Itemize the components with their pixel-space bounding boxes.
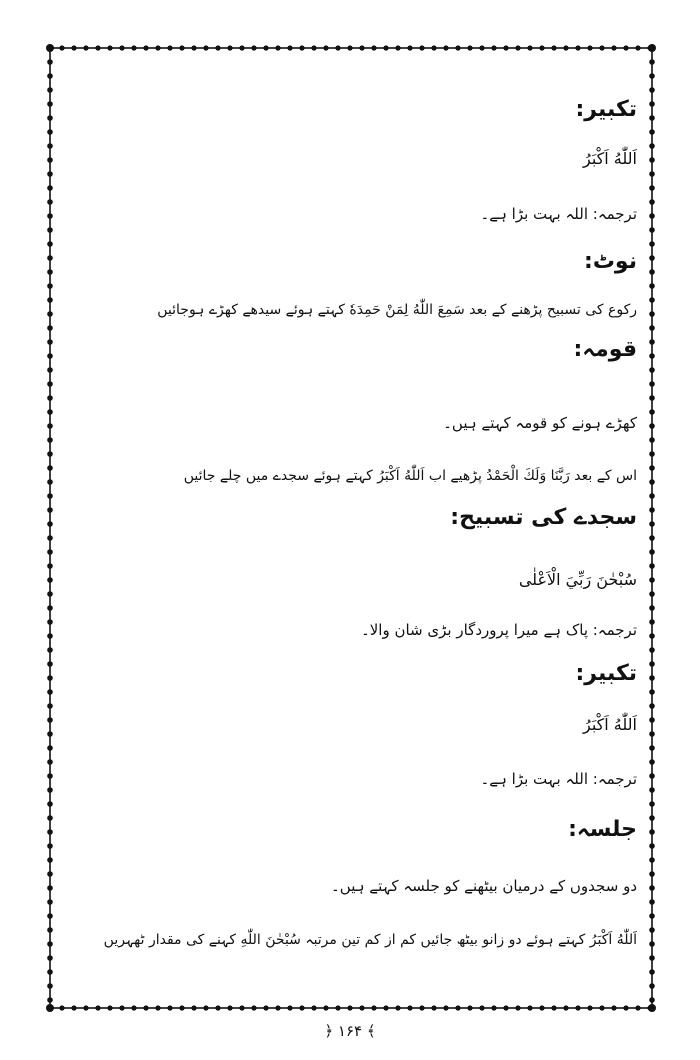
border-bead <box>623 1005 628 1010</box>
border-bead <box>47 129 53 135</box>
border-bead <box>47 633 53 639</box>
border-bead <box>649 717 655 723</box>
border-bead <box>649 465 655 471</box>
border-bead <box>649 157 655 163</box>
border-bead <box>47 605 53 611</box>
border-bead <box>649 969 655 975</box>
border-bead <box>251 45 256 50</box>
border-bead <box>47 563 53 569</box>
border-bead <box>47 955 53 961</box>
border-bead <box>47 311 53 317</box>
border-bead <box>599 45 604 50</box>
border-bead <box>323 45 328 50</box>
border-bead <box>649 185 655 191</box>
border-bead <box>649 143 655 149</box>
border-bead <box>47 661 53 667</box>
border-bead <box>47 423 53 429</box>
translation-text: ترجمہ: اللہ بہت بڑا ہے۔ <box>480 205 637 223</box>
border-bead <box>649 437 655 443</box>
border-bead <box>47 843 53 849</box>
border-bead <box>47 675 53 681</box>
border-bead <box>335 45 340 50</box>
border-bead <box>649 423 655 429</box>
paragraph-text: اس کے بعد رَبَّنَا وَلَكَ الْحَمْدُ پڑھیے اب اَللّٰهُ اَكْبَرُ کہتے ہوئے سجدے میں چلے جائیں <box>183 468 637 484</box>
border-bead <box>649 549 655 555</box>
border-bead <box>47 451 53 457</box>
border-bead <box>359 1005 364 1010</box>
border-bead <box>611 45 616 50</box>
border-bead <box>203 1005 208 1010</box>
border-bead <box>47 745 53 751</box>
border-bead <box>623 45 628 50</box>
page-body <box>72 75 637 995</box>
border-bead <box>527 1005 532 1010</box>
border-bead <box>71 45 76 50</box>
border-bead <box>215 45 220 50</box>
border-bead <box>649 731 655 737</box>
border-bead <box>649 759 655 765</box>
border-bead <box>649 101 655 107</box>
border-bead <box>275 45 280 50</box>
translation-text: ترجمہ: اللہ بہت بڑا ہے۔ <box>480 770 637 788</box>
border-bead <box>143 1005 148 1010</box>
border-bead <box>47 171 53 177</box>
border-bead <box>47 157 53 163</box>
border-bead <box>503 45 508 50</box>
border-bead <box>47 367 53 373</box>
border-bead <box>431 1005 436 1010</box>
arabic-text: سُبْحٰنَ رَبِّيَ الْاَعْلٰى <box>518 570 637 589</box>
border-bead <box>119 1005 124 1010</box>
border-bead <box>649 801 655 807</box>
border-bead <box>649 605 655 611</box>
border-bead <box>275 1005 280 1010</box>
border-bead <box>649 283 655 289</box>
border-bead <box>47 773 53 779</box>
border-bead <box>47 731 53 737</box>
border-bead <box>575 1005 580 1010</box>
border-bead <box>47 885 53 891</box>
border-bead <box>371 45 376 50</box>
heading-qauma: قومہ: <box>573 337 637 362</box>
border-bead <box>649 507 655 513</box>
heading-sajda-tasbeeh: سجدے کی تسبیح: <box>450 505 637 530</box>
arabic-text: اَللّٰهُ اَكْبَرُ <box>583 149 637 168</box>
border-bead <box>95 1005 100 1010</box>
border-bead <box>649 745 655 751</box>
border-bead <box>227 45 232 50</box>
border-bead <box>635 45 640 50</box>
border-bead <box>539 1005 544 1010</box>
border-bead <box>649 927 655 933</box>
border-bead <box>649 955 655 961</box>
border-bead <box>649 381 655 387</box>
border-bead <box>491 45 496 50</box>
border-bead <box>47 899 53 905</box>
border-bead <box>107 1005 112 1010</box>
border-bead <box>83 1005 88 1010</box>
border-bead <box>395 45 400 50</box>
border-bead <box>47 479 53 485</box>
border-bead <box>539 45 544 50</box>
border-bead <box>155 45 160 50</box>
border-bead <box>47 143 53 149</box>
paragraph-text: اَللّٰهُ اَكْبَرُ کہتے ہوئے دو زانو بیٹھ جائیں کم از کم تین مرتبہ سُبْحٰنَ اللّٰهِ کہنے کی مقدار ٹھہریں <box>103 932 637 948</box>
border-bead <box>649 787 655 793</box>
border-bead <box>649 129 655 135</box>
border-bead <box>47 493 53 499</box>
border-bead <box>649 871 655 877</box>
border-bead <box>599 1005 604 1010</box>
border-bead <box>479 45 484 50</box>
border-bead <box>155 1005 160 1010</box>
border-bead <box>47 297 53 303</box>
border-bead <box>649 227 655 233</box>
border-bead <box>649 675 655 681</box>
heading-jalsa: جلسہ: <box>568 817 637 842</box>
border-bead <box>395 1005 400 1010</box>
border-bead <box>649 899 655 905</box>
border-bead <box>649 325 655 331</box>
border-bead <box>563 45 568 50</box>
border-bead <box>587 1005 592 1010</box>
border-bead <box>46 1004 54 1012</box>
border-bead <box>47 577 53 583</box>
border-bead <box>179 45 184 50</box>
border-bead <box>649 591 655 597</box>
border-bead <box>47 871 53 877</box>
border-bead <box>47 997 53 1003</box>
arabic-text: اَللّٰهُ اَكْبَرُ <box>583 715 637 734</box>
border-bead <box>649 339 655 345</box>
border-bead <box>47 703 53 709</box>
border-bead <box>649 577 655 583</box>
border-bead <box>191 45 196 50</box>
border-bead <box>47 689 53 695</box>
border-bead <box>47 787 53 793</box>
border-bead <box>649 521 655 527</box>
border-bead <box>611 1005 616 1010</box>
border-bead <box>47 269 53 275</box>
border-bead <box>419 1005 424 1010</box>
border-bead <box>143 45 148 50</box>
border-bead <box>649 409 655 415</box>
heading-takbeer: تکبیر: <box>575 97 637 122</box>
border-bead <box>47 283 53 289</box>
border-bead <box>47 325 53 331</box>
border-bead <box>649 171 655 177</box>
border-bead <box>179 1005 184 1010</box>
border-bead <box>407 1005 412 1010</box>
border-bead <box>47 647 53 653</box>
border-bead <box>47 255 53 261</box>
border-bead <box>299 1005 304 1010</box>
border-bead <box>649 241 655 247</box>
border-bead <box>47 535 53 541</box>
border-bead <box>649 255 655 261</box>
border-bead <box>649 479 655 485</box>
paragraph-text: رکوع کی تسبیح پڑھنے کے بعد سَمِعَ اللّٰهُ لِمَنْ حَمِدَهٗ کہتے ہوئے سیدھے کھڑے ہوجائیں <box>157 302 637 318</box>
page-number: ﴾ ۱۶۴ ﴿ <box>324 1022 376 1040</box>
border-bead <box>649 535 655 541</box>
border-bead <box>649 843 655 849</box>
border-bead <box>551 45 556 50</box>
translation-text: ترجمہ: پاک ہے میرا پروردگار بڑی شان والا۔ <box>360 621 637 639</box>
border-bead <box>47 801 53 807</box>
border-bead <box>47 521 53 527</box>
border-bead <box>203 45 208 50</box>
border-bead <box>47 213 53 219</box>
border-bead <box>431 45 436 50</box>
paragraph-text: دو سجدوں کے درمیان بیٹھنے کو جلسہ کہتے ہیں۔ <box>331 877 637 895</box>
border-bead <box>649 353 655 359</box>
border-bead <box>649 633 655 639</box>
border-bead <box>649 661 655 667</box>
border-bead <box>383 1005 388 1010</box>
border-bead <box>359 45 364 50</box>
border-bead <box>649 367 655 373</box>
border-bead <box>131 1005 136 1010</box>
border-bead <box>119 45 124 50</box>
border-bead <box>227 1005 232 1010</box>
border-bead <box>347 1005 352 1010</box>
border-bead <box>215 1005 220 1010</box>
border-bead <box>47 339 53 345</box>
border-bead <box>335 1005 340 1010</box>
border-bead <box>443 1005 448 1010</box>
border-bead <box>263 1005 268 1010</box>
heading-note: نوٹ: <box>584 249 637 274</box>
border-bead <box>649 815 655 821</box>
border-bead <box>649 493 655 499</box>
border-bead <box>47 969 53 975</box>
border-bead <box>47 395 53 401</box>
border-bead <box>649 115 655 121</box>
border-bead <box>47 507 53 513</box>
border-bead <box>263 45 268 50</box>
border-bead <box>47 815 53 821</box>
border-bead <box>47 591 53 597</box>
border-bead <box>443 45 448 50</box>
border-bead <box>649 647 655 653</box>
border-bead <box>47 983 53 989</box>
border-bead <box>649 73 655 79</box>
border-bead <box>239 1005 244 1010</box>
border-bead <box>455 1005 460 1010</box>
border-bead <box>527 45 532 50</box>
border-bead <box>299 45 304 50</box>
border-bead <box>649 451 655 457</box>
border-bead <box>287 1005 292 1010</box>
border-bead <box>515 45 520 50</box>
border-bead <box>491 1005 496 1010</box>
border-bead <box>649 983 655 989</box>
border-bead <box>47 913 53 919</box>
border-bead <box>47 185 53 191</box>
border-bead <box>649 563 655 569</box>
border-bead <box>635 1005 640 1010</box>
border-bead <box>47 829 53 835</box>
border-bead <box>47 353 53 359</box>
border-bead <box>47 87 53 93</box>
border-bead <box>407 45 412 50</box>
border-bead <box>47 73 53 79</box>
border-bead <box>191 1005 196 1010</box>
border-bead <box>47 409 53 415</box>
border-bead <box>47 115 53 121</box>
border-bead <box>649 199 655 205</box>
border-bead <box>551 1005 556 1010</box>
border-bead <box>649 269 655 275</box>
border-bead <box>467 45 472 50</box>
border-bead <box>649 311 655 317</box>
border-bead <box>383 45 388 50</box>
border-bead <box>371 1005 376 1010</box>
border-bead <box>649 87 655 93</box>
border-bead <box>649 213 655 219</box>
border-bead <box>649 773 655 779</box>
paragraph-text: کھڑے ہونے کو قومہ کہتے ہیں۔ <box>443 414 637 432</box>
heading-takbeer: تکبیر: <box>575 661 637 686</box>
border-bead <box>47 619 53 625</box>
border-bead <box>649 619 655 625</box>
border-bead <box>59 1005 64 1010</box>
border-bead <box>587 45 592 50</box>
border-bead <box>47 717 53 723</box>
border-bead <box>71 1005 76 1010</box>
border-bead <box>47 59 53 65</box>
border-bead <box>47 941 53 947</box>
border-bead <box>251 1005 256 1010</box>
border-bead <box>83 45 88 50</box>
border-bead <box>311 45 316 50</box>
border-bead <box>649 941 655 947</box>
border-bead <box>467 1005 472 1010</box>
border-bead <box>47 549 53 555</box>
border-bead <box>47 101 53 107</box>
border-bead <box>503 1005 508 1010</box>
border-bead <box>649 395 655 401</box>
border-bead <box>649 297 655 303</box>
border-bead <box>649 885 655 891</box>
border-bead <box>47 199 53 205</box>
border-bead <box>649 997 655 1003</box>
border-bead <box>515 1005 520 1010</box>
border-bead <box>455 45 460 50</box>
border-bead <box>95 45 100 50</box>
border-bead <box>47 437 53 443</box>
border-bead <box>649 59 655 65</box>
border-bead <box>131 45 136 50</box>
border-bead <box>649 857 655 863</box>
border-bead <box>287 45 292 50</box>
border-bead <box>47 227 53 233</box>
border-bead <box>649 703 655 709</box>
border-bead <box>649 689 655 695</box>
border-bead <box>46 44 54 52</box>
border-bead <box>563 1005 568 1010</box>
border-bead <box>47 927 53 933</box>
border-bead <box>47 241 53 247</box>
border-bead <box>167 1005 172 1010</box>
border-bead <box>479 1005 484 1010</box>
border-bead <box>419 45 424 50</box>
border-bead <box>239 45 244 50</box>
border-bead <box>59 45 64 50</box>
border-bead <box>323 1005 328 1010</box>
border-bead <box>648 1004 656 1012</box>
border-bead <box>47 857 53 863</box>
border-bead <box>575 45 580 50</box>
border-bead <box>167 45 172 50</box>
border-bead <box>47 465 53 471</box>
border-bead <box>47 759 53 765</box>
border-bead <box>47 381 53 387</box>
border-bead <box>649 913 655 919</box>
border-bead <box>311 1005 316 1010</box>
border-bead <box>648 44 656 52</box>
border-bead <box>347 45 352 50</box>
border-bead <box>649 829 655 835</box>
border-bead <box>107 45 112 50</box>
